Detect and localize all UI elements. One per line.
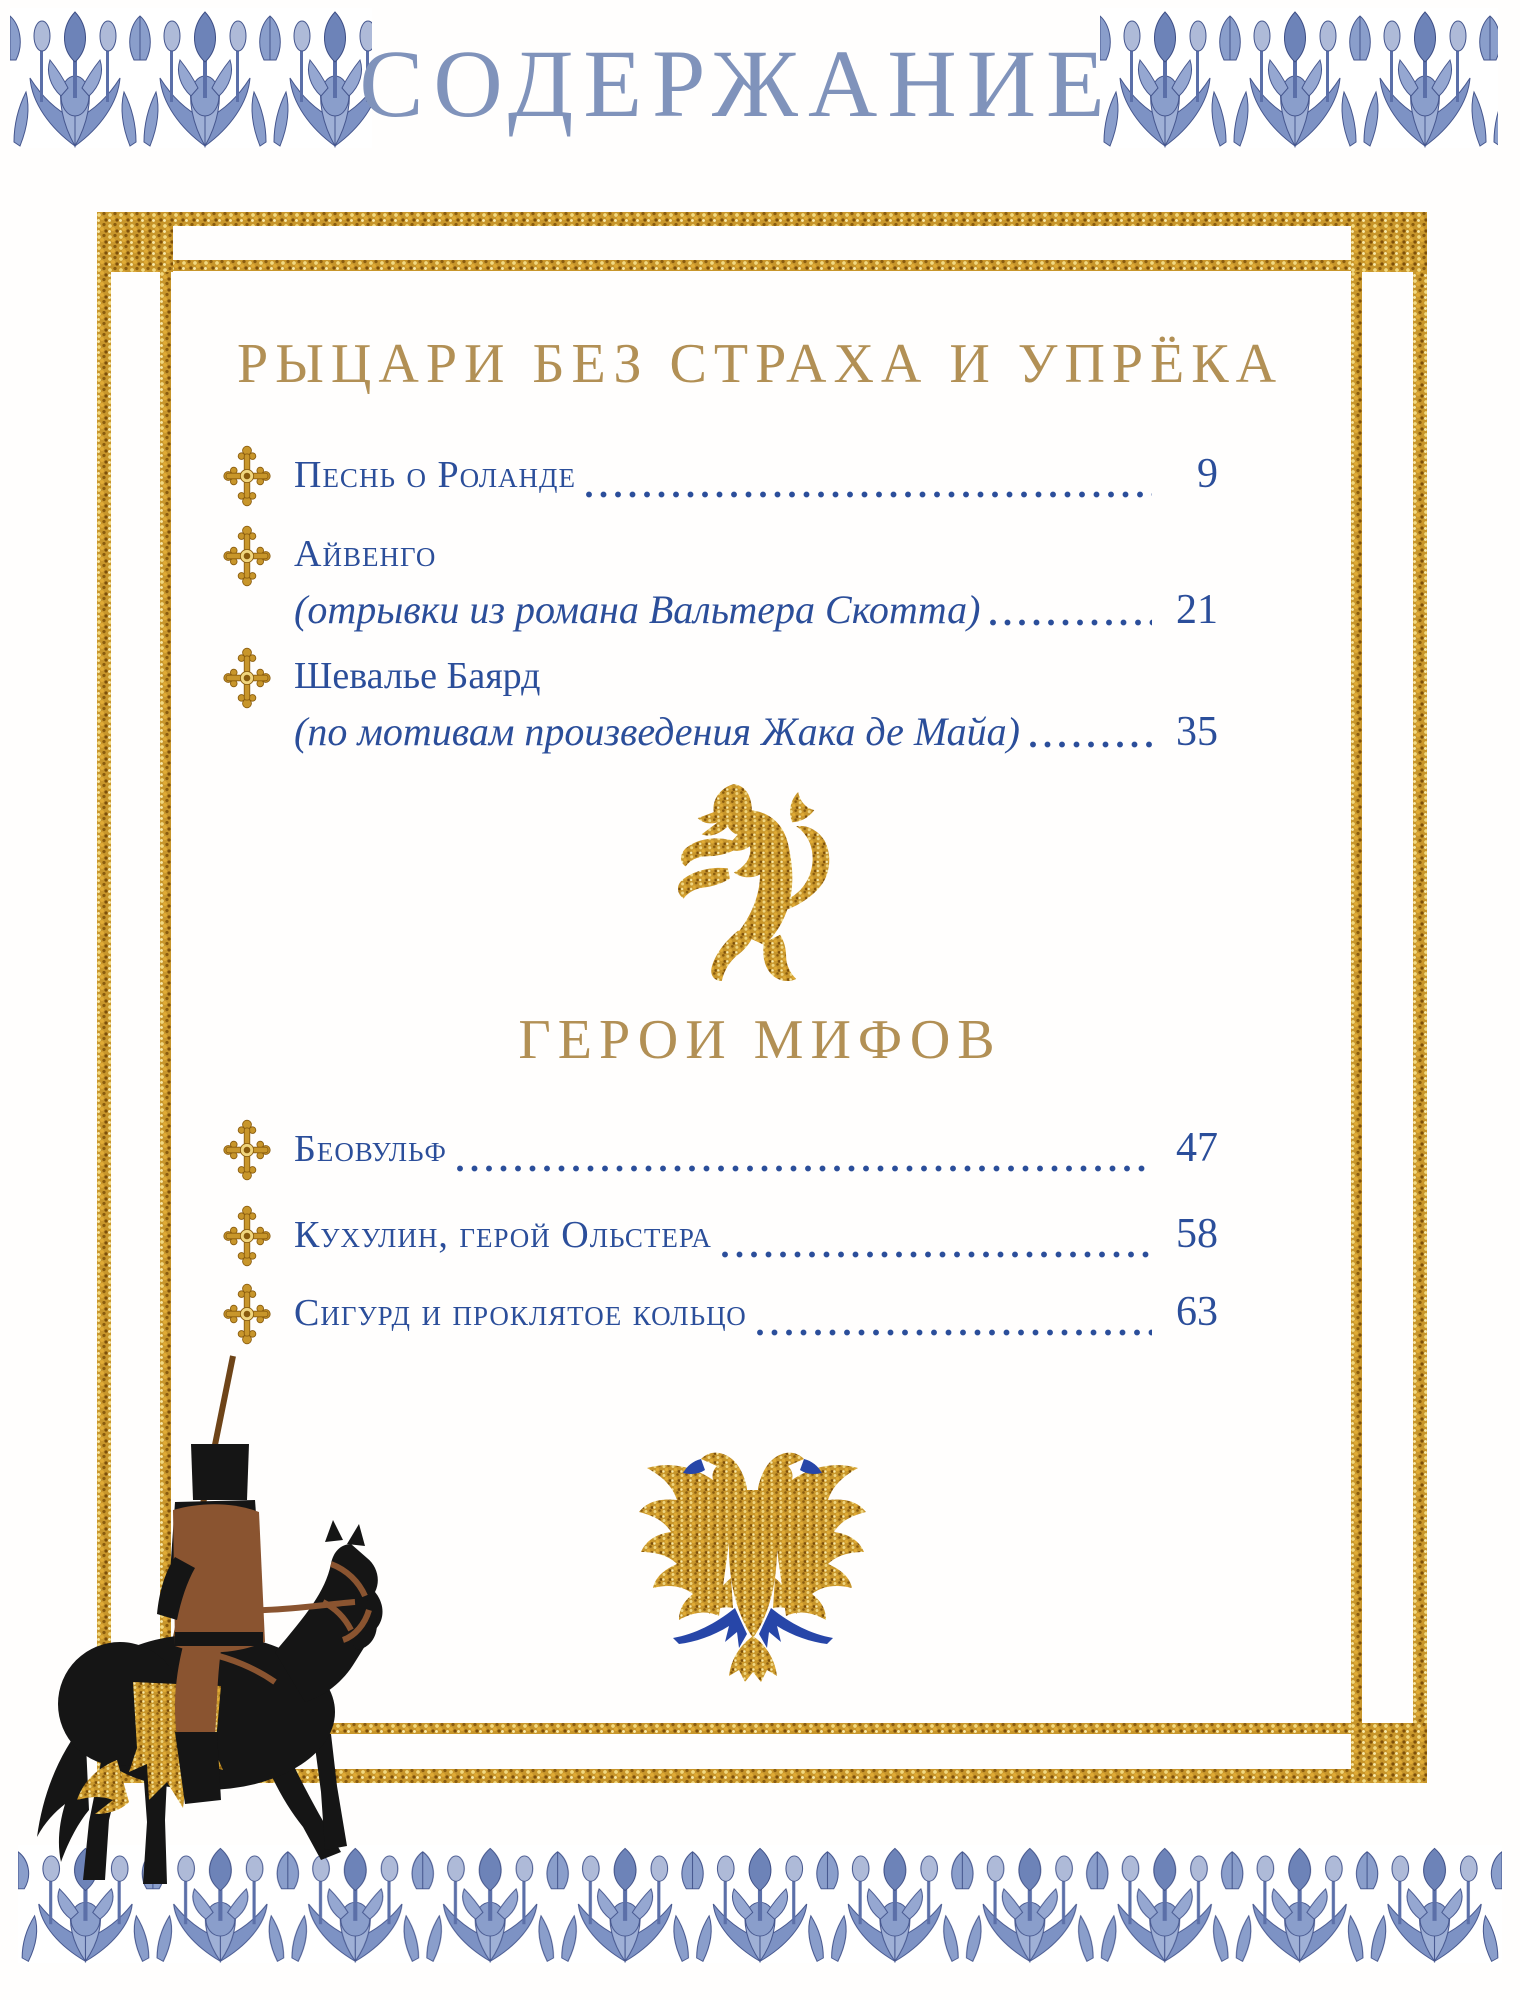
toc-entry-page: 9: [1197, 451, 1218, 497]
toc-entry-page: 47: [1176, 1125, 1218, 1171]
dotted-leader: [757, 1329, 1152, 1336]
knight-on-horseback-illustration: [25, 1352, 395, 1892]
toc-entry: [222, 1208, 1218, 1268]
dotted-leader: [457, 1165, 1152, 1172]
cross-fleury-icon: [222, 444, 272, 508]
toc-entry: [222, 528, 1218, 636]
toc-entry-page: 58: [1176, 1211, 1218, 1257]
toc-entry: [222, 448, 1218, 508]
cross-fleury-icon: [222, 1118, 272, 1182]
toc-entry: [222, 650, 1218, 758]
gold-frame-corner-top-left: [97, 212, 173, 272]
gold-frame-inner-top: [160, 260, 1362, 271]
toc-entry: [222, 1286, 1218, 1346]
toc-entry-title: Шевалье Баярд: [294, 655, 541, 697]
section-heading-knights: РЫЦАРИ БЕЗ СТРАХА И УПРЁКА: [236, 333, 1284, 395]
toc-entry: [222, 1122, 1218, 1182]
toc-entry-title: Кухулин, герой Ольстера: [294, 1214, 712, 1256]
toc-entry-title: Песнь о Роланде: [294, 454, 576, 496]
toc-entry-subtitle: (отрывки из романа Вальтера Скотта): [294, 587, 981, 632]
toc-entry-title: Сигурд и проклятое кольцо: [294, 1292, 747, 1334]
gold-frame-outer-top: [97, 212, 1427, 226]
toc-entry-title: Беовульф: [294, 1128, 447, 1170]
double-headed-eagle-emblem: [635, 1428, 870, 1686]
gold-frame-outer-right: [1413, 212, 1427, 1783]
dotted-leader: [586, 491, 1152, 498]
toc-entry-page: 35: [1176, 709, 1218, 755]
cross-fleury-icon: [222, 1282, 272, 1346]
section-heading-myths: ГЕРОИ МИФОВ: [518, 1009, 1002, 1071]
gold-frame-inner-right: [1351, 260, 1362, 1734]
gold-frame-corner-top-right: [1351, 212, 1427, 272]
dotted-leader: [722, 1251, 1152, 1258]
lion-rampant-emblem: [660, 782, 860, 988]
toc-entry-subtitle: (по мотивам произведения Жака де Майа): [294, 709, 1020, 754]
toc-entry-page: 63: [1176, 1289, 1218, 1335]
dotted-leader: [990, 619, 1152, 626]
dotted-leader: [1030, 741, 1152, 748]
cross-fleury-icon: [222, 646, 272, 710]
toc-entry-title: Айвенго: [294, 533, 437, 575]
cross-fleury-icon: [222, 1204, 272, 1268]
gold-frame-corner-bottom-right: [1351, 1723, 1427, 1783]
toc-entry-page: 21: [1176, 587, 1218, 633]
cross-fleury-icon: [222, 524, 272, 588]
page-title: СОДЕРЖАНИЕ: [359, 30, 1115, 137]
